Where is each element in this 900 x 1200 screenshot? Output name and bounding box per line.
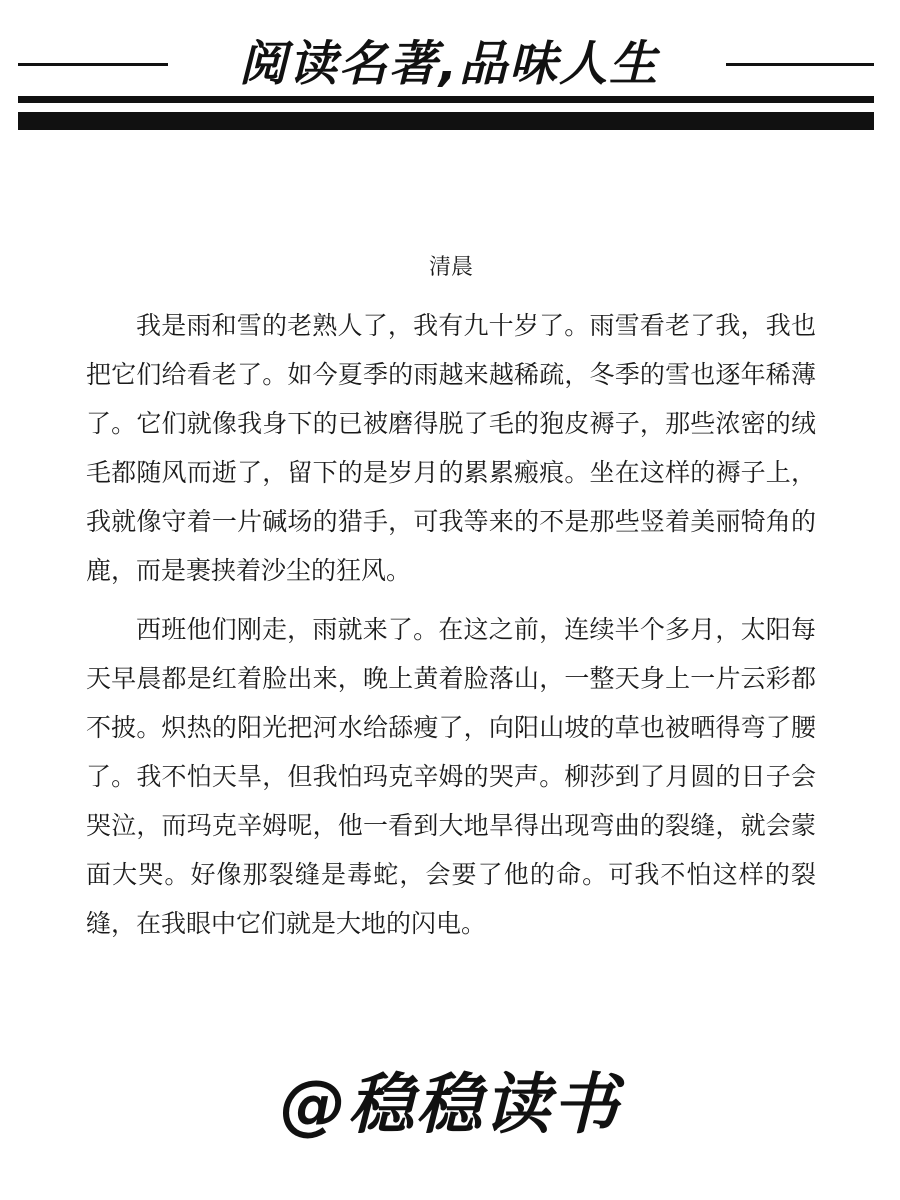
article-title: 清晨 — [428, 255, 473, 280]
header-rule-right — [726, 63, 874, 66]
footer-signature: @稳稳读书 — [280, 1066, 620, 1143]
article-paragraph: 我是雨和雪的老熟人了，我有九十岁了。雨雪看老了我，我也把它们给看老了。如今夏季的雨越来越稀疏，冬季的雪也逐年稀薄了。它们就像我身下的已被磨得脱了毛的狍皮褥子，那些浓密的绒毛都随风而逝了，留下的是岁月的累累瘢痕。坐在这样的褥子上，我就像守着一片碱场的猎手，可我等来的不是那些竖着美丽犄角的鹿，而是裹挟着沙尘的狂风。 — [86, 311, 816, 585]
article — [86, 245, 816, 958]
header-banner — [18, 30, 874, 130]
header-bar-thick — [18, 112, 874, 130]
article-paragraph: 西班他们刚走，雨就来了。在这之前，连续半个多月，太阳每天早晨都是红着脸出来，晚上黄着脸落山，一整天身上一片云彩都不披。炽热的阳光把河水给舔瘦了，向阳山坡的草也被晒得弯了腰了。我不怕天旱，但我怕玛克辛姆的哭声。柳莎到了月圆的日子会哭泣，而玛克辛姆呢，他一看到大地旱得出现弯曲的裂缝，就会蒙面大哭。好像那裂缝是毒蛇，会要了他的命。可我不怕这样的裂缝，在我眼中它们就是大地的闪电。 — [86, 615, 816, 938]
banner-title: 阅读名著,品味人生 — [238, 36, 660, 92]
header-bar-thin — [18, 96, 874, 103]
header-rule-left — [18, 63, 168, 66]
